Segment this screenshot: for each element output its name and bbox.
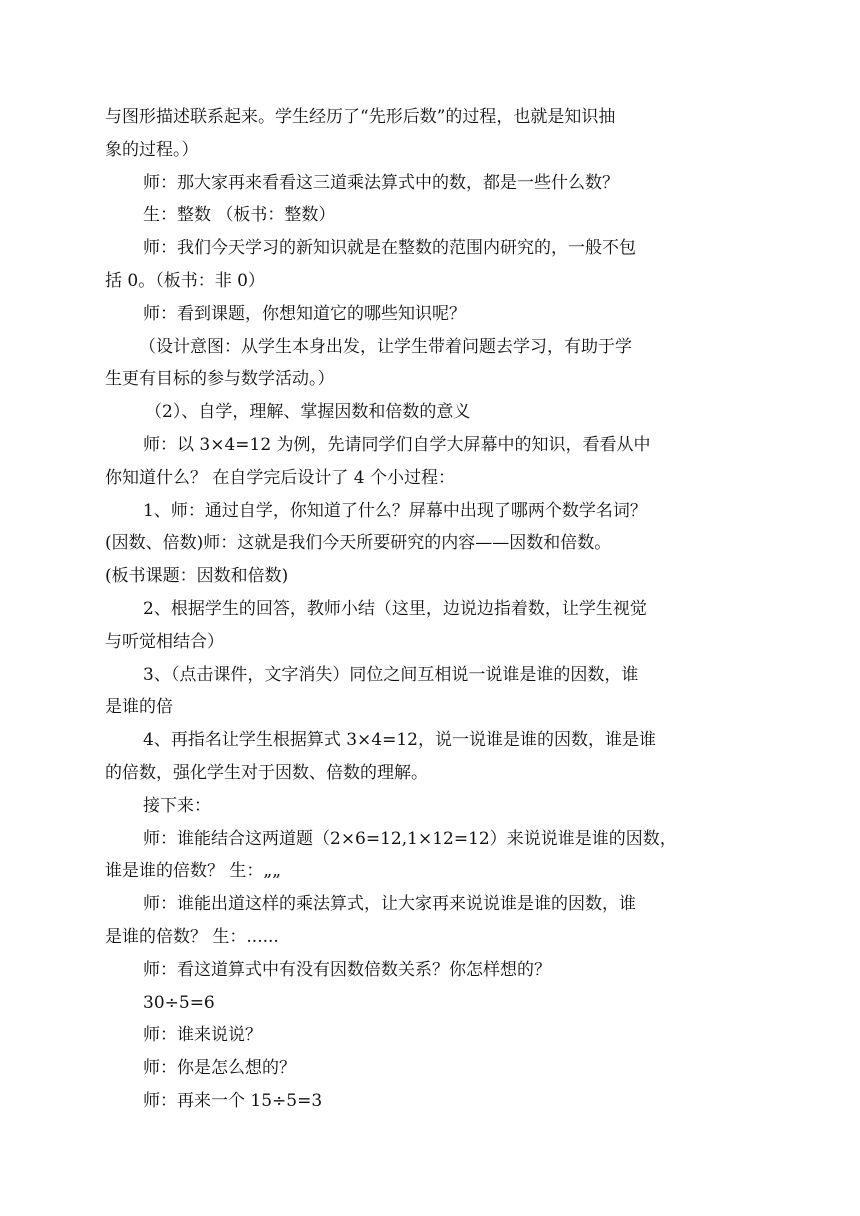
text-line: 生：整数 （板书：整数） xyxy=(143,205,336,226)
text-line: 生更有目标的参与数学活动。） xyxy=(105,369,335,390)
text-line: 接下来： xyxy=(143,795,211,816)
text-line: 谁是谁的倍数？ 生：„„ xyxy=(105,861,282,882)
text-line: 与图形描述联系起来。学生经历了“先形后数”的过程，也就是知识抽 xyxy=(105,107,616,127)
text-line: 师：以 3×4=12 为例，先请同学们自学大屏幕中的知识，看看从中 xyxy=(143,434,651,455)
text-line: 师：谁来说说？ xyxy=(143,1025,262,1046)
text-line: 2、根据学生的回答，教师小结（这里，边说边指着数，让学生视觉 xyxy=(143,598,647,619)
text-line: 师：谁能出道这样的乘法算式，让大家再来说说谁是谁的因数，谁 xyxy=(143,894,636,915)
text-line: 师：谁能结合这两道题（2×6=12,1×12=12）来说说谁是谁的因数， xyxy=(143,828,677,849)
text-line: (因数、倍数)师：这就是我们今天所要研究的内容——因数和倍数。 xyxy=(105,533,612,554)
text-line: 师：你是怎么想的？ xyxy=(143,1058,296,1079)
text-line: 1、师：通过自学，你知道了什么？屏幕中出现了哪两个数学名词？ xyxy=(143,500,647,521)
text-line: （设计意图：从学生本身出发，让学生带着问题去学习，有助于学 xyxy=(139,336,632,357)
text-line: 30÷5=6 xyxy=(143,992,215,1013)
text-line: （2）、自学，理解、掌握因数和倍数的意义 xyxy=(145,402,471,423)
text-line: 师：那大家再来看看这三道乘法算式中的数，都是一些什么数？ xyxy=(143,172,619,193)
text-line: 你知道什么？ 在自学完后设计了 4 个小过程： xyxy=(105,467,456,488)
text-line: 3、（点击课件，文字消失）同位之间互相说一说谁是谁的因数，谁 xyxy=(143,664,639,685)
text-line: 括 0。（板书：非 0） xyxy=(105,270,265,291)
text-line: 师：我们今天学习的新知识就是在整数的范围内研究的，一般不包 xyxy=(143,238,636,259)
text-line: 师：看这道算式中有没有因数倍数关系？你怎样想的？ xyxy=(143,959,551,980)
text-line: 师：看到课题，你想知道它的哪些知识呢？ xyxy=(143,303,466,324)
text-line: 是谁的倍数？ 生：...... xyxy=(105,926,279,947)
text-line: (板书课题：因数和倍数) xyxy=(105,566,289,587)
text-line: 4、再指名让学生根据算式 3×4=12，说一说谁是谁的因数，谁是谁 xyxy=(143,730,656,751)
text-line: 的倍数，强化学生对于因数、倍数的理解。 xyxy=(105,762,428,783)
text-line: 与听觉相结合） xyxy=(105,631,224,652)
text-line: 是谁的倍 xyxy=(105,697,173,718)
text-line: 象的过程。） xyxy=(105,139,199,160)
document-page xyxy=(105,101,731,1118)
text-line: 师：再来一个 15÷5=3 xyxy=(143,1090,323,1111)
